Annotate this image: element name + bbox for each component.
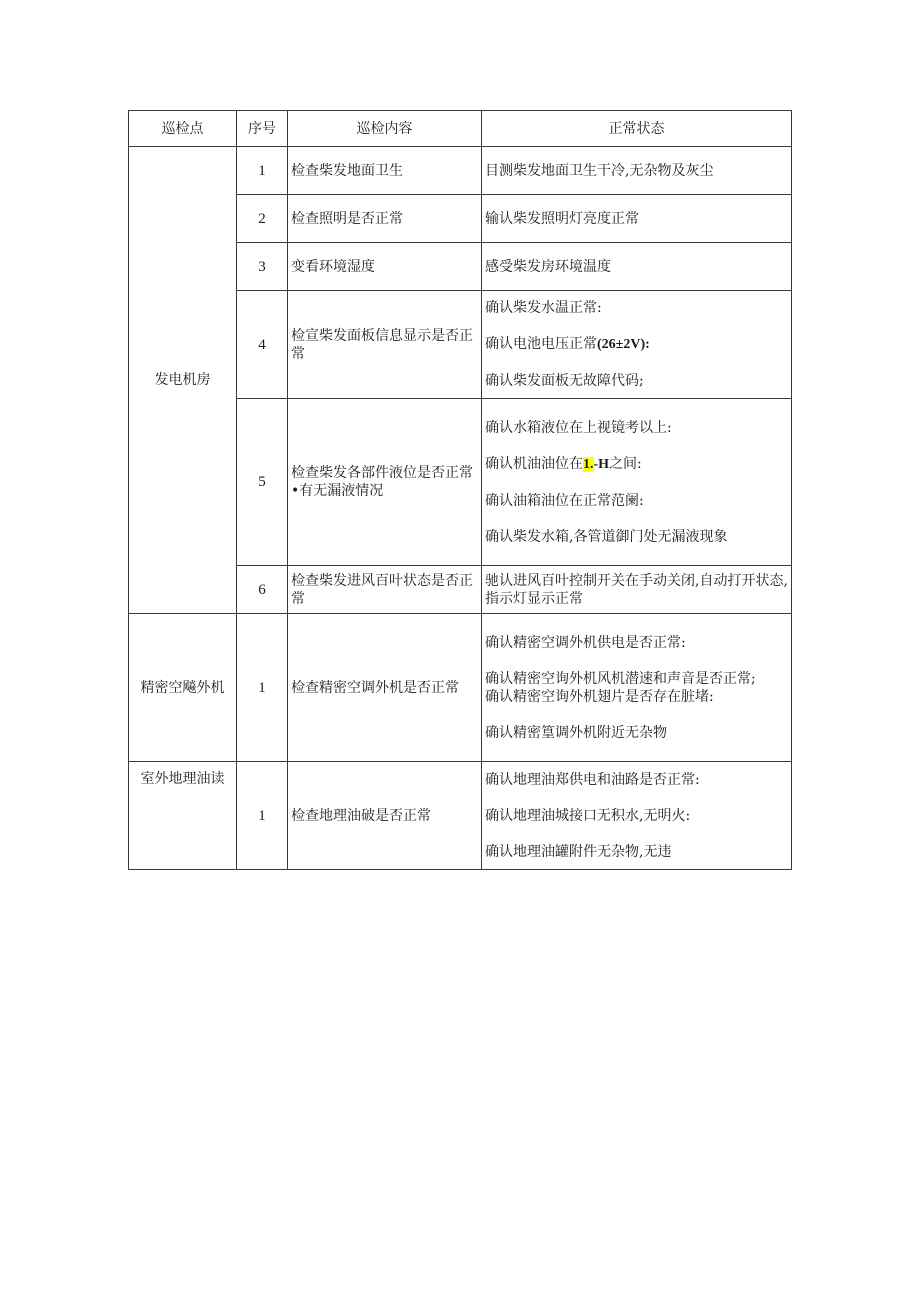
row-no: 6 [237,566,288,614]
row-content: 检查照明是否正常 [288,195,482,243]
row-content: 变看环境湿度 [288,243,482,291]
row-no: 4 [237,291,288,399]
status-line: 确认电池电压正常(26±2V): [485,336,650,352]
status-line: 确认精密空调外机供电是否正常: [485,634,686,651]
row-no: 1 [237,147,288,195]
voltage-spec: (26±2V): [597,337,650,352]
row-content: 检查柴发进风百叶状态是否正常 [288,566,482,614]
row-status [482,291,792,399]
status-line: 确认柴发面板无故障代码; [485,373,644,389]
status-line: 确认精密篁调外机附近无杂物 [485,724,667,741]
row-content: 检查精密空调外机是否正常 [288,614,482,762]
point-outdoor-oil-tank: 室外地理油读 [129,762,237,870]
row-content: 检查柴发各部件液位是否正常•有无漏液情况 [288,399,482,566]
highlight-mark: 1. [583,456,594,472]
point-precision-ac-outdoor: 精密空飚外机 [129,614,237,762]
header-point: 巡检点 [129,111,237,147]
table-row [129,147,792,195]
row-no: 3 [237,243,288,291]
row-content: 检查柴发地面卫生 [288,147,482,195]
header-content: 巡检内容 [288,111,482,147]
status-line: 确认水箱液位在上视镜考以上: [485,419,672,436]
table-row [129,614,792,762]
row-status: 目测柴发地面卫生干冷,无杂物及灰尘 [482,147,792,195]
row-no: 2 [237,195,288,243]
status-line: 确认地理油郑供电和油路是否正常: [485,771,700,788]
status-line: 确认地理油城接口无积水,无明火: [485,807,691,824]
row-content: 检查地理油破是否正常 [288,762,482,870]
point-generator-room: 发电机房 [129,147,237,614]
row-status [482,399,792,566]
row-status: 输认柴发照明灯亮度正常 [482,195,792,243]
row-content: 检宣柴发面板信息显示是否正常 [288,291,482,399]
inspection-table [128,110,792,870]
status-line: 确认地理油罐附件无杂物,无违 [485,843,672,860]
status-line: 确认柴发水箱,各管道御门处无漏液现象 [485,528,728,545]
status-line: 确认机油油位在1.-H之间: [485,455,642,472]
row-status [482,614,792,762]
status-line: 确认精密空询外机风机潜速和声音是否正常; [485,670,756,687]
row-no: 5 [237,399,288,566]
row-status: 感受柴发房环境温度 [482,243,792,291]
status-line: 确认柴发水温正常: [485,300,602,316]
row-status [482,762,792,870]
header-status: 正常状态 [482,111,792,147]
row-no: 1 [237,614,288,762]
row-no: 1 [237,762,288,870]
table-row [129,762,792,870]
status-line: 确认精密空询外机翅片是否存在脏堵: [485,688,714,705]
status-line: 确认油箱油位在正常范阑: [485,492,644,509]
table-header-row [129,111,792,147]
row-status: 驰认进风百叶控制开关在手动关闭,自动打开状态,指示灯显示正常 [482,566,792,614]
header-no: 序号 [237,111,288,147]
